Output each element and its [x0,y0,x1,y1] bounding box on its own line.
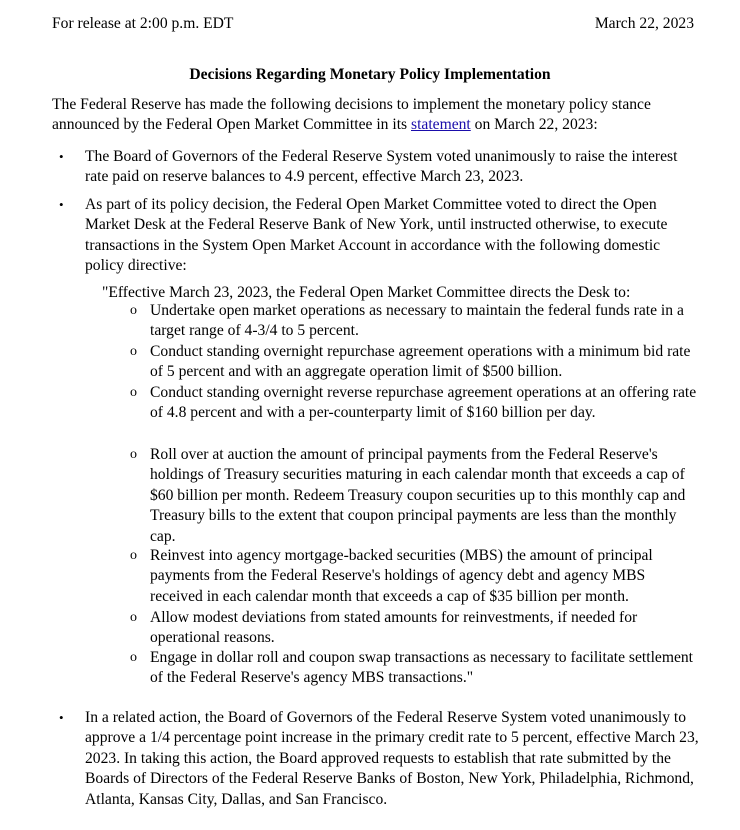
statement-link[interactable]: statement [411,116,471,134]
page-title: Decisions Regarding Monetary Policy Implementation [189,66,551,83]
release-time: For release at 2:00 p.m. EDT [52,15,234,32]
directive-item-text: Undertake open market operations as necessary to maintain the federal funds rate in a target range of 4-3/4 to 5 percent. [150,302,684,340]
directive-item-text: Roll over at auction the amount of principal payments from the Federal Reserve's holdings of Treasury securities maturing in each calendar month that exceeds a cap of $60 billion per month. Redeem Treasury coupon securities up to this monthly cap and Treasury bills to the extent that coupon principal payments are less than the monthly cap. [150,446,686,545]
directive-item-text: Allow modest deviations from stated amounts for reinvestments, if needed for operational reasons. [150,609,638,647]
directive-intro: "Effective March 23, 2023, the Federal Open Market Committee directs the Desk to: [102,284,631,301]
bullet-icon: • [59,197,64,212]
sub-bullet-icon: o [130,447,137,462]
directive-item-text: Conduct standing overnight repurchase agreement operations with a minimum bid rate of 5 percent and with an aggregate operation limit of $500 billion. [150,343,691,381]
sub-bullet-icon: o [130,344,137,359]
intro-paragraph [52,95,702,136]
bullet-icon: • [59,149,64,164]
sub-bullet-icon: o [130,650,137,665]
sub-bullet-icon: o [130,303,137,318]
bullet-icon: • [59,710,64,725]
release-header [52,14,694,36]
sub-bullet-icon: o [130,385,137,400]
directive-item-text: Engage in dollar roll and coupon swap transactions as necessary to facilitate settlement of the Federal Reserve's agency MBS transactions." [150,649,694,687]
sub-bullet-icon: o [130,610,137,625]
directive-item-text: Conduct standing overnight reverse repurchase agreement operations at an offering rate of 4.8 percent and with a per-counterparty limit of $160 billion per day. [150,384,697,422]
intro-text-before: The Federal Reserve has made the following decisions to implement the monetary policy stance announced by the Federal Open Market Committee in its [52,96,651,134]
bullet-text: In a related action, the Board of Governors of the Federal Reserve System voted unanimously to approve a 1/4 percentage point increase in the primary credit rate to 5 percent, effective March 23, 2023. In taking this action, the Board approved requests to establish that rate submitted by the Boards of Directors of the Federal Reserve Banks of Boston, New York, Philadelphia, Richmond, Atlanta, Kansas City, Dallas, and San Francisco. [85,709,699,808]
directive-item-text: Reinvest into agency mortgage-backed securities (MBS) the amount of principal payments from the Federal Reserve's holdings of agency debt and agency MBS received in each calendar month that exceeds a cap of $35 billion per month. [150,547,653,605]
release-date: March 22, 2023 [594,15,694,32]
intro-text-after: on March 22, 2023: [470,116,598,134]
bullet-text: As part of its policy decision, the Federal Open Market Committee voted to direct the Open Market Desk at the Federal Reserve Bank of New York, until instructed otherwise, to execute transactions in the System Open Market Account in accordance with the following domestic policy directive: [85,196,668,275]
bullet-text: The Board of Governors of the Federal Reserve System voted unanimously to raise the interest rate paid on reserve balances to 4.9 percent, effective March 23, 2023. [85,148,678,186]
sub-bullet-icon: o [130,548,137,563]
